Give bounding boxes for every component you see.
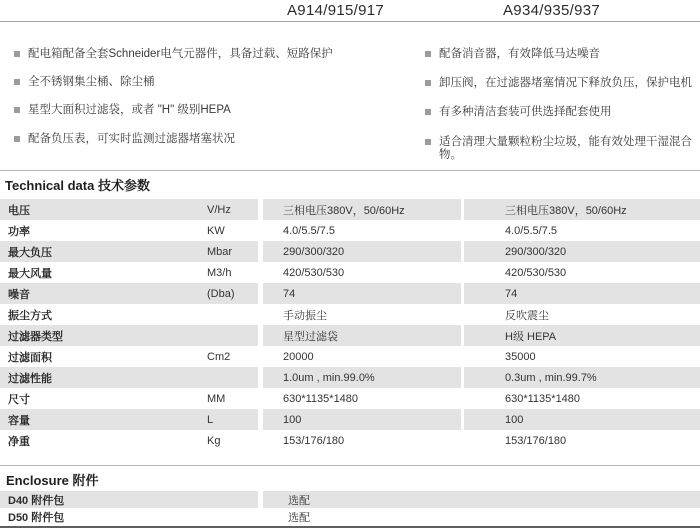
spec-label: 容量 — [8, 414, 30, 427]
square-bullet-icon — [14, 79, 20, 85]
spec-value-col1: 手动振尘 — [283, 309, 327, 322]
feature-text: 配备消音器，有效降低马达噪音 — [439, 48, 600, 60]
spec-label-cell — [0, 199, 258, 220]
table-row — [0, 367, 700, 388]
spec-label-cell — [0, 325, 258, 346]
spec-label: 噪音 — [8, 288, 30, 301]
spec-label-cell — [0, 262, 258, 283]
square-bullet-icon — [14, 136, 20, 142]
spec-label-cell — [0, 283, 258, 304]
table-row — [0, 241, 700, 262]
spec-value-col2: 630*1135*1480 — [505, 392, 581, 405]
spec-unit: Kg — [207, 434, 221, 447]
spec-value-col2: 74 — [464, 283, 700, 304]
enclosure-section-divider — [0, 465, 700, 466]
spec-unit: V/Hz — [207, 203, 231, 216]
enclosure-table — [0, 491, 700, 525]
spec-value-col2: 420/530/530 — [505, 266, 567, 279]
spec-label-cell — [0, 220, 258, 241]
spec-unit: L — [207, 413, 214, 426]
enclosure-value: 选配 — [288, 511, 310, 524]
feature-list-right — [425, 48, 700, 178]
feature-text: 适合清理大量颗粒粉尘垃圾，能有效处理干湿混合物。 — [439, 135, 692, 161]
feature-item — [14, 104, 409, 117]
spec-unit: KW — [207, 224, 225, 237]
feature-item — [425, 48, 700, 61]
spec-label: 最大负压 — [8, 246, 52, 259]
table-row — [0, 262, 700, 283]
spec-value-col1: 20000 — [283, 350, 314, 363]
model-header-left: A914/915/917 — [287, 2, 385, 19]
spec-value-col1: 1.0um , min.99.0% — [263, 367, 461, 388]
spec-unit: Mbar — [207, 245, 233, 258]
square-bullet-icon — [425, 109, 431, 115]
spec-label: 净重 — [8, 435, 30, 448]
spec-label: 过滤性能 — [8, 372, 52, 385]
spec-value-col2: 反吹震尘 — [505, 309, 549, 322]
spec-value-col2: 35000 — [505, 350, 536, 363]
table-row — [0, 430, 700, 451]
feature-text: 星型大面积过滤袋，或者 "H" 级别HEPA — [28, 104, 231, 117]
spec-value-col1: 星型过滤袋 — [263, 325, 461, 346]
technical-section-divider — [0, 170, 700, 171]
spec-value-col1: 420/530/530 — [283, 266, 345, 279]
square-bullet-icon — [14, 51, 20, 57]
spec-unit: MM — [207, 392, 226, 405]
square-bullet-icon — [425, 80, 431, 86]
feature-item — [425, 77, 700, 90]
feature-item — [425, 136, 700, 162]
spec-label-cell — [0, 346, 258, 367]
technical-section-title: Technical data 技术参数 — [5, 178, 150, 193]
table-row — [0, 220, 700, 241]
feature-item — [14, 133, 409, 146]
square-bullet-icon — [425, 139, 431, 145]
spec-value-col2: 100 — [464, 409, 700, 430]
enclosure-label: D40 附件包 — [8, 494, 65, 507]
table-row — [0, 491, 700, 508]
spec-value-col2: 153/176/180 — [505, 434, 567, 447]
feature-text: 配电箱配备全套Schneider电气元器件，具备过载、短路保护 — [28, 48, 333, 60]
table-row — [0, 346, 700, 367]
spec-label: 最大风量 — [8, 267, 52, 280]
feature-text: 全不锈钢集尘桶、除尘桶 — [28, 76, 155, 89]
technical-table — [0, 199, 700, 451]
feature-text: 卸压阀，在过滤器堵塞情况下释放负压，保护电机 — [439, 77, 692, 90]
enclosure-value: 选配 — [263, 491, 700, 508]
spec-label: 过滤面积 — [8, 351, 52, 364]
spec-value-col1: 74 — [263, 283, 461, 304]
spec-label: 过滤器类型 — [8, 330, 63, 343]
spec-label-cell — [0, 304, 258, 325]
spec-label-cell — [0, 241, 258, 262]
spec-unit: Cm2 — [207, 350, 231, 363]
model-header-right: A934/935/937 — [503, 2, 601, 19]
feature-text: 配备负压表，可实时监测过滤器堵塞状况 — [28, 132, 235, 145]
spec-label: 功率 — [8, 225, 30, 238]
spec-value-col1: 100 — [263, 409, 461, 430]
square-bullet-icon — [14, 107, 20, 113]
spec-value-col1: 4.0/5.5/7.5 — [283, 224, 335, 237]
spec-value-col2: 290/300/320 — [464, 241, 700, 262]
spec-value-col2: 4.0/5.5/7.5 — [505, 224, 557, 237]
spec-value-col1: 290/300/320 — [263, 241, 461, 262]
spec-value-col2: H级 HEPA — [464, 325, 700, 346]
feature-item — [14, 48, 409, 61]
table-row — [0, 409, 700, 430]
spec-label-cell — [0, 409, 258, 430]
bottom-divider — [0, 526, 700, 528]
table-row — [0, 283, 700, 304]
spec-unit: (Dba) — [207, 287, 235, 300]
table-row — [0, 199, 700, 220]
feature-list-left — [14, 48, 409, 161]
feature-text: 有多种清洁套装可供选择配套使用 — [439, 106, 612, 119]
square-bullet-icon — [425, 51, 431, 57]
spec-value-col1: 630*1135*1480 — [283, 392, 359, 405]
enclosure-label-cell — [0, 491, 258, 508]
table-row — [0, 388, 700, 409]
spec-label: 尺寸 — [8, 393, 30, 406]
enclosure-label: D50 附件包 — [8, 511, 65, 524]
spec-label: 电压 — [8, 204, 30, 217]
spec-label-cell — [0, 367, 258, 388]
table-row — [0, 325, 700, 346]
feature-item — [425, 106, 700, 119]
spec-value-col1: 153/176/180 — [283, 434, 345, 447]
top-divider — [0, 21, 700, 22]
table-row — [0, 508, 700, 525]
spec-label-cell — [0, 388, 258, 409]
table-row — [0, 304, 700, 325]
spec-label-cell — [0, 430, 258, 451]
spec-label: 振尘方式 — [8, 309, 52, 322]
spec-value-col1: 三相电压380V，50/60Hz — [263, 199, 461, 220]
spec-unit: M3/h — [207, 266, 232, 279]
spec-value-col2: 0.3um , min.99.7% — [464, 367, 700, 388]
enclosure-section-title: Enclosure 附件 — [6, 473, 99, 488]
feature-item — [14, 76, 409, 89]
enclosure-label-cell — [0, 508, 258, 525]
spec-value-col2: 三相电压380V，50/60Hz — [464, 199, 700, 220]
